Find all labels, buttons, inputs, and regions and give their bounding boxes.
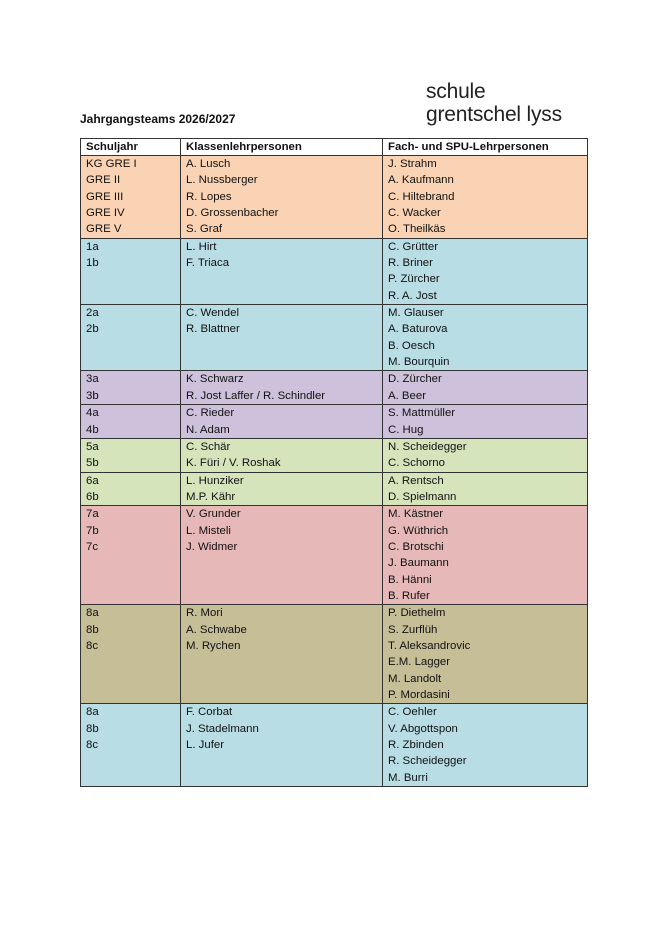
table-row — [81, 438, 588, 472]
cell-line: R. A. Jost — [388, 289, 437, 302]
cell-schuljahr — [81, 506, 181, 605]
cell-line: A. Rentsch — [388, 474, 444, 487]
cell-line: L. Hunziker — [186, 474, 244, 487]
table-row — [81, 156, 588, 239]
cell-line: 4a — [86, 407, 99, 420]
cell-line: 8a — [86, 607, 99, 620]
cell-line: N. Scheidegger — [388, 440, 467, 453]
cell-fachlehrpersonen — [383, 371, 588, 405]
cell-fachlehrpersonen — [383, 472, 588, 506]
cell-line: A. Baturova — [388, 323, 448, 336]
cell-schuljahr — [81, 405, 181, 439]
school-logo — [426, 80, 562, 126]
cell-line: D. Spielmann — [388, 490, 457, 503]
cell-line: A. Beer — [388, 389, 426, 402]
cell-line: 1a — [86, 240, 99, 253]
cell-fachlehrpersonen — [383, 405, 588, 439]
cell-line: E.M. Lagger — [388, 656, 451, 669]
cell-klassenlehrpersonen — [181, 704, 383, 787]
cell-line: A. Schwabe — [186, 623, 247, 636]
cell-line: V. Grunder — [186, 508, 241, 521]
cell-line: 1b — [86, 257, 99, 270]
cell-schuljahr — [81, 156, 181, 239]
cell-line: R. Mori — [186, 607, 223, 620]
cell-line: G. Wüthrich — [388, 524, 449, 537]
cell-line: C. Rieder — [186, 407, 235, 420]
cell-line: 6a — [86, 474, 99, 487]
cell-line: C. Grütter — [388, 240, 439, 253]
cell-line: 7a — [86, 508, 99, 521]
logo-line-1: schule — [426, 80, 486, 103]
cell-line: P. Zürcher — [388, 273, 440, 286]
cell-line: N. Adam — [186, 423, 230, 436]
cell-line: 2a — [86, 307, 99, 320]
cell-schuljahr — [81, 438, 181, 472]
cell-line: 7b — [86, 524, 99, 537]
cell-line: R. Blattner — [186, 323, 240, 336]
cell-line: R. Scheidegger — [388, 755, 467, 768]
cell-klassenlehrpersonen — [181, 506, 383, 605]
cell-line: C. Schorno — [388, 457, 445, 470]
cell-line: 5b — [86, 457, 99, 470]
cell-line: L. Misteli — [186, 524, 231, 537]
cell-line: C. Wendel — [186, 307, 239, 320]
header-fachlehrpersonen: Fach- und SPU-Lehrpersonen — [383, 139, 588, 156]
cell-line: B. Hänni — [388, 573, 432, 586]
cell-line: R. Lopes — [186, 190, 232, 203]
cell-schuljahr — [81, 605, 181, 704]
cell-line: A. Lusch — [186, 158, 231, 170]
cell-line: A. Kaufmann — [388, 174, 454, 187]
cell-line: T. Aleksandrovic — [388, 639, 471, 652]
cell-line: R. Zbinden — [388, 739, 444, 752]
cell-line: O. Theilkäs — [388, 223, 446, 236]
cell-line: 8c — [86, 639, 99, 652]
cell-fachlehrpersonen — [383, 305, 588, 371]
cell-line: B. Oesch — [388, 339, 435, 352]
table-row — [81, 472, 588, 506]
cell-line: 4b — [86, 423, 99, 436]
cell-line: GRE IV — [86, 207, 125, 220]
table-row — [81, 305, 588, 371]
cell-line: 5a — [86, 440, 99, 453]
cell-schuljahr — [81, 371, 181, 405]
cell-line: 8a — [86, 706, 99, 719]
cell-klassenlehrpersonen — [181, 438, 383, 472]
cell-line: 8c — [86, 739, 99, 752]
table-header-row — [81, 139, 588, 156]
cell-line: M. Glauser — [388, 307, 444, 320]
cell-fachlehrpersonen — [383, 605, 588, 704]
cell-klassenlehrpersonen — [181, 156, 383, 239]
cell-line: 3b — [86, 389, 99, 402]
cell-line: C. Schär — [186, 440, 231, 453]
cell-line: 8b — [86, 722, 99, 735]
cell-line: S. Graf — [186, 223, 223, 236]
cell-fachlehrpersonen — [383, 704, 588, 787]
cell-line: S. Zurflüh — [388, 623, 438, 636]
cell-klassenlehrpersonen — [181, 605, 383, 704]
cell-line: D. Zürcher — [388, 373, 442, 386]
cell-schuljahr — [81, 704, 181, 787]
cell-line: C. Hug — [388, 423, 424, 436]
cell-line: C. Brotschi — [388, 540, 444, 553]
cell-line: P. Diethelm — [388, 607, 446, 620]
cell-line: F. Corbat — [186, 706, 233, 719]
cell-line: 7c — [86, 540, 99, 553]
cell-line: B. Rufer — [388, 589, 430, 602]
table-row — [81, 371, 588, 405]
header-klassenlehrpersonen: Klassenlehrpersonen — [181, 139, 383, 156]
table-row — [81, 704, 588, 787]
cell-klassenlehrpersonen — [181, 238, 383, 304]
cell-line: J. Stadelmann — [186, 722, 259, 735]
teams-table — [80, 138, 588, 787]
cell-line: 3a — [86, 373, 99, 386]
cell-line: L. Hirt — [186, 240, 217, 253]
cell-line: M. Bourquin — [388, 356, 450, 369]
cell-line: L. Jufer — [186, 739, 224, 752]
logo-line-2: grentschel lyss — [426, 103, 562, 126]
table-row — [81, 238, 588, 304]
cell-line: M.P. Kähr — [186, 490, 236, 503]
cell-fachlehrpersonen — [383, 156, 588, 239]
cell-line: KG GRE I — [86, 158, 137, 170]
cell-line: R. Briner — [388, 257, 433, 270]
cell-line: GRE II — [86, 174, 121, 187]
cell-line: C. Wacker — [388, 207, 441, 220]
cell-klassenlehrpersonen — [181, 472, 383, 506]
cell-line: D. Grossenbacher — [186, 207, 279, 220]
cell-klassenlehrpersonen — [181, 405, 383, 439]
cell-klassenlehrpersonen — [181, 371, 383, 405]
table-row — [81, 605, 588, 704]
cell-line: J. Baumann — [388, 557, 449, 570]
cell-line: C. Hiltebrand — [388, 190, 455, 203]
cell-line: GRE III — [86, 190, 124, 203]
cell-line: M. Kästner — [388, 508, 444, 521]
cell-line: S. Mattmüller — [388, 407, 456, 420]
cell-line: 2b — [86, 323, 99, 336]
cell-line: K. Füri / V. Roshak — [186, 457, 281, 470]
cell-fachlehrpersonen — [383, 438, 588, 472]
cell-fachlehrpersonen — [383, 506, 588, 605]
cell-line: F. Triaca — [186, 257, 230, 270]
cell-fachlehrpersonen — [383, 238, 588, 304]
table-row — [81, 506, 588, 605]
cell-line: C. Oehler — [388, 706, 437, 719]
cell-line: L. Nussberger — [186, 174, 258, 187]
table-row — [81, 405, 588, 439]
cell-line: K. Schwarz — [186, 373, 244, 386]
cell-line: R. Jost Laffer / R. Schindler — [186, 389, 326, 402]
cell-line: M. Burri — [388, 771, 428, 784]
cell-line: M. Rychen — [186, 639, 241, 652]
cell-klassenlehrpersonen — [181, 305, 383, 371]
cell-line: 6b — [86, 490, 99, 503]
cell-line: P. Mordasini — [388, 689, 450, 701]
document-title: Jahrgangsteams 2026/2027 — [80, 112, 236, 126]
cell-schuljahr — [81, 305, 181, 371]
table-body — [81, 156, 588, 787]
cell-line: V. Abgottspon — [388, 722, 458, 735]
cell-line: GRE V — [86, 223, 122, 236]
cell-line: M. Landolt — [388, 672, 442, 685]
cell-schuljahr — [81, 472, 181, 506]
cell-line: J. Strahm — [388, 158, 437, 170]
cell-schuljahr — [81, 238, 181, 304]
cell-line: J. Widmer — [186, 540, 238, 553]
cell-line: 8b — [86, 623, 99, 636]
header-schuljahr: Schuljahr — [81, 139, 181, 156]
